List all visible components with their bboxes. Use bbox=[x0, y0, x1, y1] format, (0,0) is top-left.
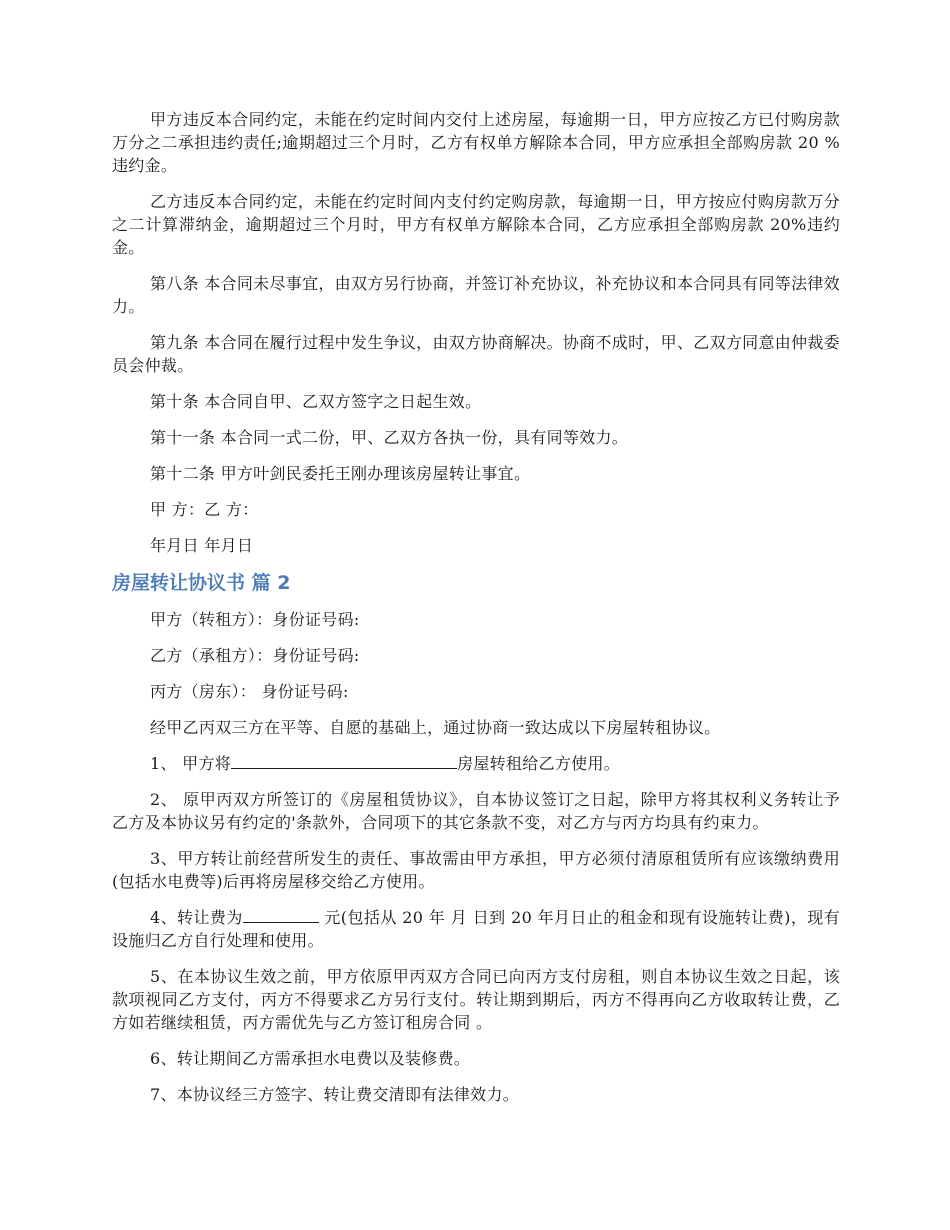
article-12: 第十二条 甲方叶剑民委托王刚办理该房屋转让事宜。 bbox=[150, 464, 531, 483]
paragraph-breach-party-b: 乙方违反本合同约定，未能在约定时间内支付约定购房款，每逾期一日，甲方按应付购房款万分之二计算滞纳金，逾期超过三个月时，甲方有权单方解除本合同，乙方应承担全部购房款 20%违约金。 bbox=[112, 192, 840, 257]
party-a-id: 甲方（转租方）：身份证号码: bbox=[150, 610, 360, 629]
clause-3: 3、甲方转让前经营所发生的责任、事故需由甲方承担，甲方必须付清原租赁所有应该缴纳费用(包括水电费等)后再将房屋移交给乙方使用。 bbox=[112, 849, 840, 891]
clause-1-start: 1、 甲方将 bbox=[150, 754, 232, 773]
signature-parties: 甲 方：乙 方： bbox=[150, 500, 259, 519]
clause-7: 7、本协议经三方签字、转让费交清即有法律效力。 bbox=[150, 1085, 520, 1104]
clause-6: 6、转让期间乙方需承担水电费以及装修费。 bbox=[150, 1049, 471, 1068]
clause-2: 2、 原甲丙双方所签订的《房屋租赁协议》，自本协议签订之日起，除甲方将其权利义务转让予乙方及本协议另有约定的'条款外，合同项下的其它条款不变，对乙方与丙方均具有约束力。 bbox=[112, 790, 840, 832]
clause-4 bbox=[112, 906, 840, 952]
article-9: 第九条 本合同在履行过程中发生争议，由双方协商解决。协商不成时，甲、乙双方同意由仲裁委员会仲裁。 bbox=[112, 333, 840, 375]
transfer-fee-blank bbox=[243, 906, 319, 923]
house-address-blank bbox=[231, 752, 457, 769]
signature-dates: 年月日 年月日 bbox=[150, 536, 254, 555]
article-10: 第十条 本合同自甲、乙双方签字之日起生效。 bbox=[150, 392, 482, 411]
clause-4-end: 元(包括从 20 年 月 日到 20 年月日止的租金和现有设施转让费)，现有设施归乙方自行处理和使用。 bbox=[112, 908, 840, 950]
agreement-intro: 经甲乙丙双三方在平等、自愿的基础上，通过协商一致达成以下房屋转租协议。 bbox=[150, 718, 721, 737]
paragraph-breach-party-a: 甲方违反本合同约定，未能在约定时间内交付上述房屋，每逾期一日，甲方应按乙方已付购房款万分之二承担违约责任;逾期超过三个月时，乙方有权单方解除本合同，甲方应承担全部购房款 20 %违约金。 bbox=[112, 110, 840, 175]
article-8: 第八条 本合同未尽事宜，由双方另行协商，并签订补充协议，补充协议和本合同具有同等法律效力。 bbox=[112, 274, 840, 316]
clause-1-end: 房屋转租给乙方使用。 bbox=[457, 754, 621, 773]
party-b-id: 乙方（承租方）：身份证号码: bbox=[150, 646, 360, 665]
document-page bbox=[112, 108, 840, 1119]
clause-5: 5、在本协议生效之前，甲方依原甲丙双方合同已向丙方支付房租，则自本协议生效之日起，该款项视同乙方支付，丙方不得要求乙方另行支付。转让期到期后，丙方不得再向乙方收取转让费，乙方如若继续租赁，丙方需优先与乙方签订租房合同 。 bbox=[112, 967, 840, 1032]
party-c-id: 丙方（房东）： 身份证号码: bbox=[150, 682, 349, 701]
clause-1 bbox=[112, 752, 840, 775]
clause-4-start: 4、转让费为 bbox=[150, 908, 243, 927]
article-11: 第十一条 本合同一式二份，甲、乙双方各执一份，具有同等效力。 bbox=[150, 428, 629, 447]
section-heading: 房屋转让协议书 篇 2 bbox=[112, 572, 291, 594]
